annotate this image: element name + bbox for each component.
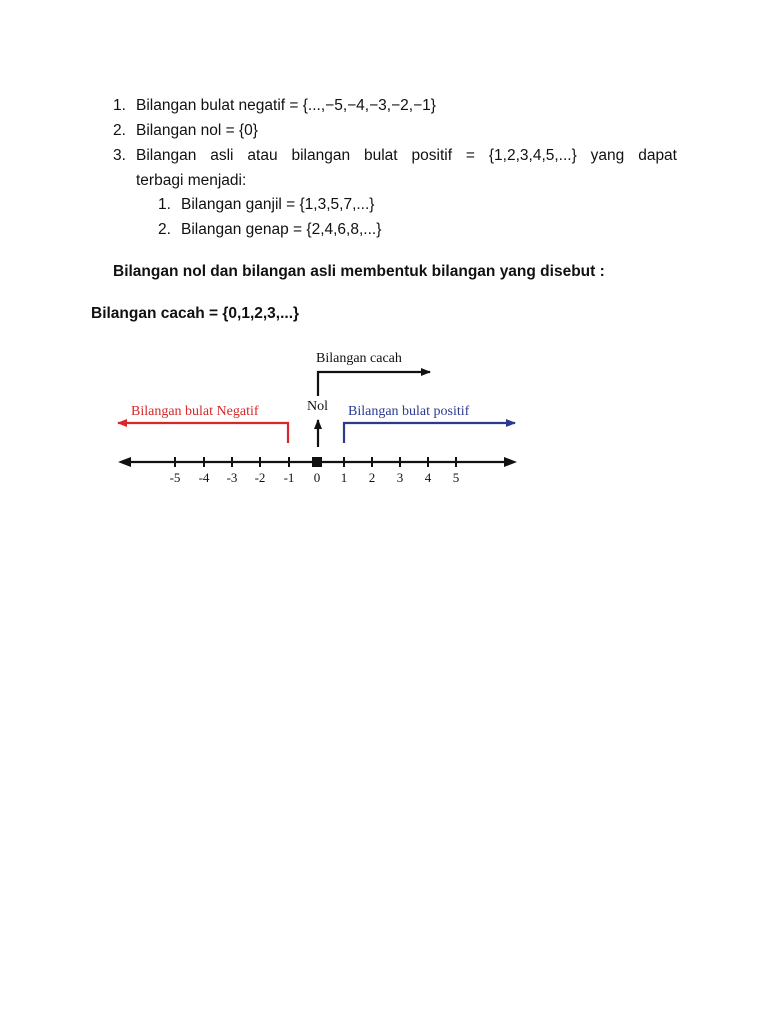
tick-label: 2: [368, 470, 376, 485]
tick-label: -3: [226, 470, 238, 485]
sublist-number-2: 2.: [158, 221, 171, 238]
axis-right-arrowhead: [504, 457, 517, 467]
label-zero: Nol: [307, 399, 328, 414]
tick-label: 0: [313, 470, 321, 485]
number-line-diagram: [0, 340, 768, 540]
list-item-negative-integers: Bilangan bulat negatif = {...,−5,−4,−3,−2,−1}: [136, 97, 436, 114]
sublist-number-1: 1.: [158, 196, 171, 213]
list-number-2: 2.: [113, 122, 126, 139]
list-item-natural-numbers-cont: terbagi menjadi:: [136, 172, 247, 189]
axis-left-arrowhead: [118, 457, 131, 467]
tick-label: -5: [169, 470, 181, 485]
list-item-zero: Bilangan nol = {0}: [136, 122, 258, 139]
tick-label: -2: [254, 470, 266, 485]
tick-label: 1: [340, 470, 348, 485]
tick-label: -1: [283, 470, 295, 485]
tick-label: 5: [452, 470, 460, 485]
positive-integers-arrow: [344, 423, 515, 443]
sublist-item-even: Bilangan genap = {2,4,6,8,...}: [181, 221, 382, 238]
list-item-natural-numbers: Bilangan asli atau bilangan bulat positif = {1,2,3,4,5,...} yang dapat: [136, 147, 677, 164]
statement-text: Bilangan nol dan bilangan asli membentuk bilangan yang disebut :: [113, 263, 605, 280]
tick-label: -4: [198, 470, 210, 485]
negative-integers-arrow: [118, 423, 288, 443]
tick-label: 4: [424, 470, 432, 485]
origin-marker: [312, 457, 322, 467]
label-whole-numbers: Bilangan cacah: [316, 351, 402, 366]
whole-numbers-arrow: [318, 372, 430, 396]
list-number-1: 1.: [113, 97, 126, 114]
sublist-item-odd: Bilangan ganjil = {1,3,5,7,...}: [181, 196, 375, 213]
tick-label: 3: [396, 470, 404, 485]
label-positive-integers: Bilangan bulat positif: [348, 404, 470, 419]
definition-whole-numbers: Bilangan cacah = {0,1,2,3,...}: [91, 305, 300, 322]
list-number-3: 3.: [113, 147, 126, 164]
label-negative-integers: Bilangan bulat Negatif: [131, 404, 259, 419]
